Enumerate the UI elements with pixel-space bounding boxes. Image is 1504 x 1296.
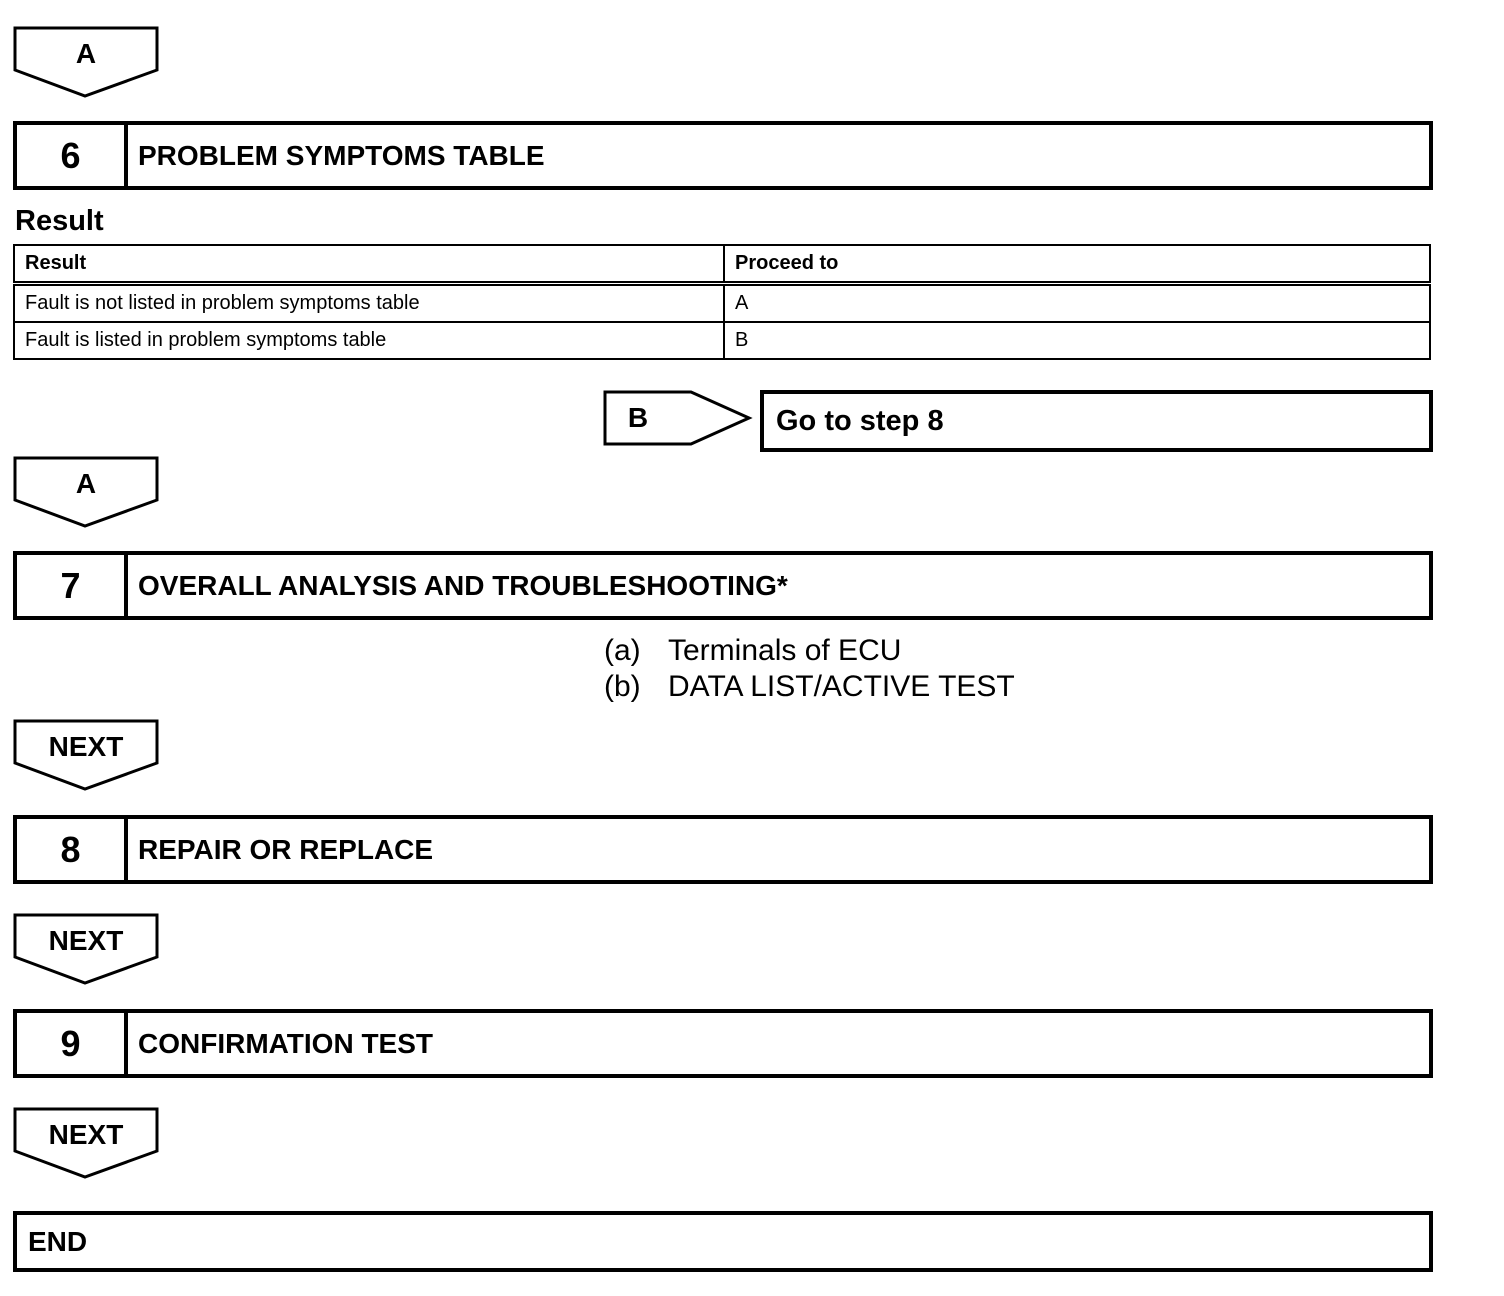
table-cell: A [724, 284, 1430, 323]
arrow-a-top-label: A [75, 38, 97, 69]
result-table [13, 244, 1431, 360]
step-8-title: REPAIR OR REPLACE [138, 833, 434, 865]
step-6-number: 6 [17, 125, 128, 186]
step-9-title: CONFIRMATION TEST [138, 1027, 434, 1059]
item-label: (a) [604, 634, 641, 667]
step-7-box [13, 551, 1433, 620]
table-header-result: Result [14, 245, 724, 284]
step-9-box [13, 1009, 1433, 1078]
result-heading: Result [15, 205, 104, 237]
next-1-label: NEXT [48, 731, 124, 762]
table-cell: Fault is listed in problem symptoms table [14, 322, 724, 359]
next-3-label: NEXT [48, 1119, 124, 1150]
arrow-b-label: B [627, 402, 649, 433]
step-7-title: OVERALL ANALYSIS AND TROUBLESHOOTING* [138, 569, 788, 601]
item-label: (b) [604, 670, 641, 703]
table-row [14, 322, 1430, 359]
next-2-label: NEXT [48, 925, 124, 956]
step-7-item-a [604, 634, 901, 668]
table-row [14, 284, 1430, 323]
step-7-item-b [604, 670, 1015, 704]
table-header-proceed: Proceed to [724, 245, 1430, 284]
step-9-number: 9 [17, 1013, 128, 1074]
goto-step-8-box: Go to step 8 [760, 390, 1433, 452]
arrow-a-second-label: A [75, 468, 97, 499]
step-6-box [13, 121, 1433, 190]
table-cell: Fault is not listed in problem symptoms table [14, 284, 724, 323]
step-8-number: 8 [17, 819, 128, 880]
step-8-box [13, 815, 1433, 884]
end-box: END [13, 1211, 1433, 1272]
item-text: DATA LIST/ACTIVE TEST [668, 670, 1015, 703]
step-7-number: 7 [17, 555, 128, 616]
step-6-title: PROBLEM SYMPTOMS TABLE [138, 139, 545, 171]
table-cell: B [724, 322, 1430, 359]
table-header-row [14, 245, 1430, 284]
item-text: Terminals of ECU [668, 634, 902, 667]
